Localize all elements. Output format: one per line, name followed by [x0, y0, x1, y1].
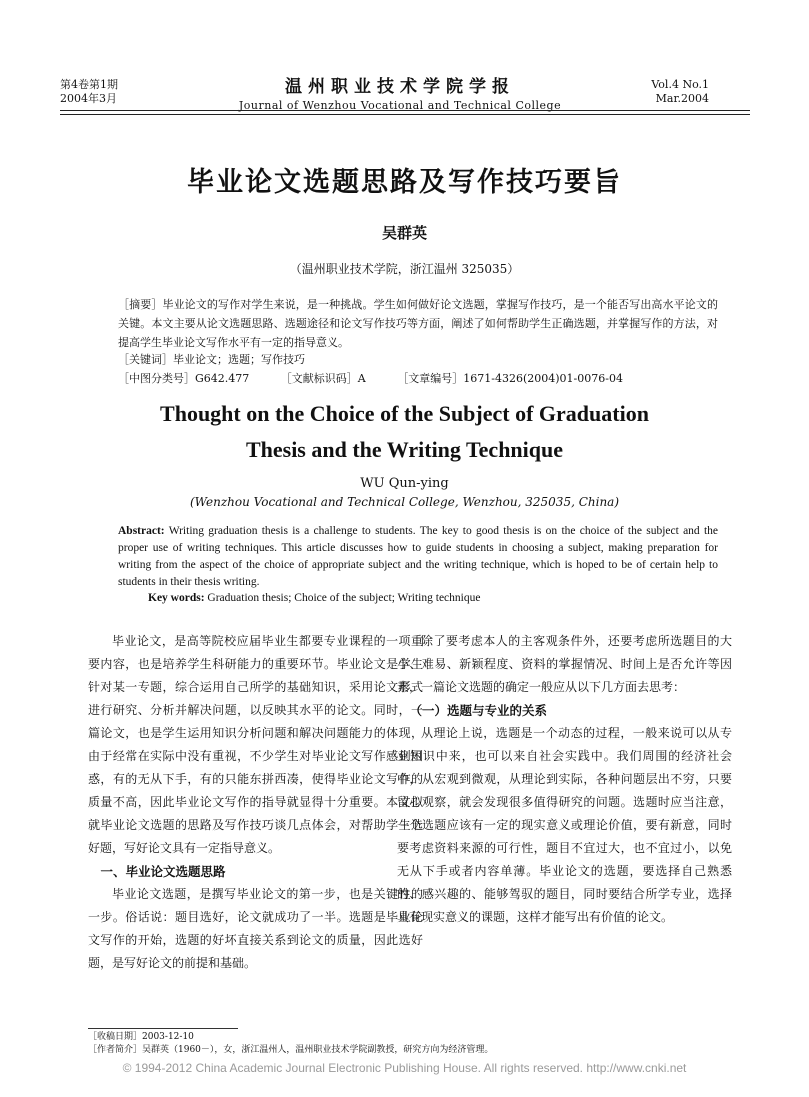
author-name-en: WU Qun-ying: [360, 476, 449, 491]
header-issue: [60, 78, 118, 106]
abstract-en: [118, 523, 718, 591]
section-heading: 一、毕业论文选题思路: [100, 864, 226, 879]
footnote-rule: [88, 1028, 238, 1029]
header-rule: [60, 110, 750, 111]
title-en-line1: Thought on the Choice of the Subject of Graduation: [160, 401, 649, 426]
date-label: 2004年3月: [60, 92, 117, 105]
affiliation-cn: （温州职业技术学院，浙江温州 325035）: [289, 262, 520, 276]
body-paragraph: 毕业论文，是高等院校应届毕业生都要专业课程的一项重要内容，也是培养学生科研能力的重要环节。毕业论文是学生针对某一专题，综合运用自己所学的基础知识，采用论文形式进行研究、分析并解决问题，以反映其水平的论文。同时，一篇论文，也是学生运用知识分析问题和解决问题能力的体现，由于经常在实际中没有重视，不少学生对毕业论文写作感到困惑，有的无从下手，有的只能东拼西凑，使得毕业论文写作的质量不高，因此毕业论文写作的指导就显得十分重要。本文拟就毕业论文选题的思路及写作技巧谈几点体会，对帮助学生选好题，写好论文具有一定指导意义。: [88, 634, 423, 855]
author-name-cn: 吴群英: [381, 224, 427, 242]
body-right-column: [397, 630, 732, 929]
abstract-en-text: Writing graduation thesis is a challenge to students. The key to good thesis is on the choice of the subject and the proper use of writing techniques. This article discusses how to guide students in choosing a subject, making preparation for writing from the aspect of the choice of appropriate subject and the writing technique, which is hoped to be of certain help to students in their thesis writing.: [118, 525, 719, 588]
class-number: ［中图分类号］G642.477: [118, 372, 250, 385]
body-paragraph: 毕业论文选题，是撰写毕业论文的第一步，也是关键性的一步。俗话说：题目选好，论文就成功了一半。选题是毕业论文写作的开始，选题的好坏直接关系到论文的质量，因此选好题，是写好论文的前提和基础。: [88, 887, 423, 970]
affiliation-en: (Wenzhou Vocational and Technical College, Wenzhou, 325035, China): [189, 495, 620, 509]
keywords-en-text: Graduation thesis; Choice of the subject; Writing technique: [207, 592, 481, 604]
abstract-en-label: Abstract:: [118, 525, 165, 537]
footnote-author-bio: ［作者简介］吴群英（1960－），女，浙江温州人，温州职业技术学院副教授，研究方向为经济管理。: [88, 1045, 494, 1055]
paper-title-cn: 毕业论文选题思路及写作技巧要旨: [187, 167, 622, 198]
classification-line: [118, 370, 718, 386]
header-rule-thin: [60, 114, 750, 115]
copyright-line: © 1994-2012 China Academic Journal Electronic Publishing House. All rights reserved. http://www.cnki.net: [122, 1061, 687, 1075]
paper-title-en: [0, 396, 809, 468]
header-issue-en: [651, 78, 709, 106]
footnote-received: ［收稿日期］2003-12-10: [88, 1032, 194, 1042]
abstract-cn: ［摘要］毕业论文的写作对学生来说，是一种挑战。学生如何做好论文选题，掌握写作技巧，是一个能否写出高水平论文的关键。本文主要从论文选题思路、选题途径和论文写作技巧等方面，阐述了如何帮助学生正确选题，并掌握写作的方法，对提高学生毕业论文写作水平有一定的指导意义。: [118, 298, 718, 349]
volume-label-en: Vol.4 No.1: [651, 78, 709, 91]
body-left-column: [88, 630, 423, 975]
document-code: ［文献标识码］A: [280, 372, 366, 385]
journal-name-en: Journal of Wenzhou Vocational and Technical College: [238, 99, 562, 112]
article-id: ［文章编号］1671-4326(2004)01-0076-04: [397, 372, 623, 385]
title-en-line2: Thesis and the Writing Technique: [245, 437, 564, 462]
body-paragraph: 从理论上说，选题是一个动态的过程，一般来说可以从专业知识中来，也可以来自社会实践中。我们周围的经济社会中，从宏观到微观，从理论到实际，各种问题层出不穷，只要留心观察，就会发现很多值得研究的问题。选题时应当注意，一个选题应该有一定的现实意义或理论价值，要有新意，同时要考虑资料来源的可行性，题目不宜过大，也不宜过小，以免无从下手或者内容单薄。毕业论文的选题，要选择自己熟悉的、感兴趣的、能够驾驭的题目，同时要结合所学专业，选择具有现实意义的课题，这样才能写出有价值的论文。: [397, 726, 732, 924]
keywords-cn: ［关键词］毕业论文；选题；写作技巧: [118, 353, 305, 366]
body-paragraph: 除了要考虑本人的主客观条件外，还要考虑所选题目的大小、难易、新颖程度、资料的掌握情况、时间上是否允许等因素，一篇论文选题的确定一般应从以下几方面去思考：: [397, 634, 732, 694]
journal-name-cn: 温州职业技术学院学报: [285, 77, 515, 97]
date-label-en: Mar.2004: [655, 92, 709, 105]
journal-masthead: [200, 72, 600, 112]
keywords-en: [148, 592, 718, 604]
subsection-heading: （一）选题与专业的关系: [409, 703, 548, 718]
volume-label: 第4卷第1期: [60, 78, 118, 91]
keywords-en-label: Key words:: [148, 592, 205, 604]
